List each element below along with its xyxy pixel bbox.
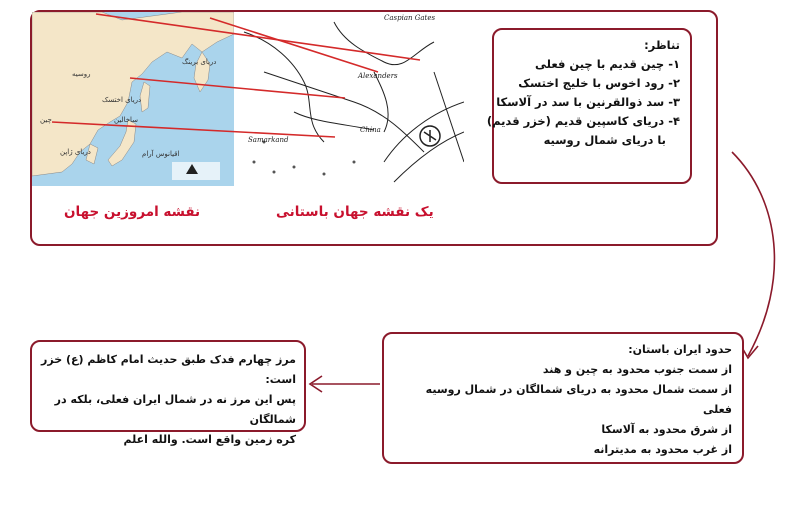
label-russia: روسیه (72, 70, 91, 78)
correspondence-item: ۱- چین قدیم با چین فعلی (535, 57, 680, 71)
iran-border-item: از سمت جنوب محدود به چین و هند (542, 363, 732, 376)
label-ancient-china: China (360, 126, 381, 134)
fadak-line: مرز چهارم فدک طبق حدیث امام کاظم (ع) خزر است: (41, 353, 296, 386)
correspondence-item: با دریای شمال روسیه (543, 133, 666, 147)
label-caspian-gates: Caspian Gates (384, 14, 436, 22)
label-okhotsk: دریای اختسک (102, 96, 142, 104)
ancient-map-caption: یک نقشه جهان باستانی (276, 204, 434, 220)
iran-borders-title: حدود ایران باستان: (628, 343, 732, 356)
iran-border-item: از سمت شمال محدود به دریای شمالگان در شمال روسیه فعلی (425, 383, 732, 416)
label-pacific: اقیانوس آرام (142, 150, 180, 158)
fadak-border-box (30, 340, 306, 446)
fadak-line: پس این مرز نه در شمال ایران فعلی، بلکه در شمالگان (54, 393, 296, 426)
modern-map-caption: نقشه امروزین جهان (64, 204, 201, 220)
correspondence-item: ۲- رود اخوس با خلیج اختسک (518, 76, 680, 90)
iran-border-item: از شرق محدود به آلاسکا (601, 423, 732, 436)
correspondence-item: ۳- سد ذوالقرنین با سد در آلاسکا (496, 95, 680, 109)
label-bering: دریای برینگ (182, 58, 217, 66)
label-samarkand: Samarkand (248, 136, 289, 144)
label-sakhalin: ساخالین (114, 116, 139, 124)
fadak-line: کره زمین واقع است. والله اعلم (123, 433, 296, 446)
iran-border-item: از غرب محدود به مدیترانه (593, 443, 732, 456)
correspondence-title: تناظر: (644, 38, 680, 52)
label-alexanders: Alexanders (358, 72, 398, 80)
label-china: چین (40, 116, 52, 124)
label-japan-sea: دریای ژاپن (60, 148, 91, 156)
correspondence-item: ۴- دریای کاسپین قدیم (خزر قدیم) (486, 114, 680, 128)
